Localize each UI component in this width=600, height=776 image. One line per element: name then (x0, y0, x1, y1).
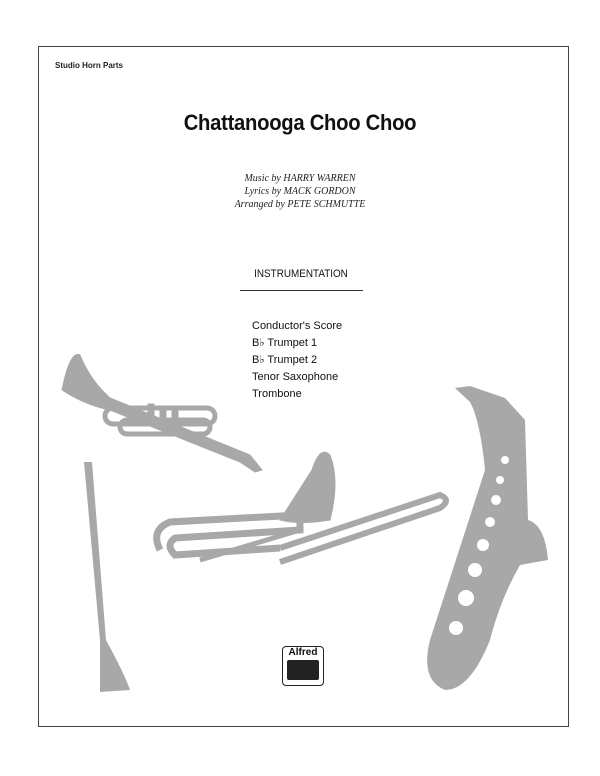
logo-mark-icon (287, 660, 319, 680)
instrument-item: Trombone (252, 388, 302, 400)
music-credit: Music by HARRY WARREN (244, 173, 356, 184)
instrument-item: Tenor Saxophone (252, 371, 339, 383)
trombone-icon (157, 452, 446, 562)
series-label: Studio Horn Parts (55, 61, 124, 70)
lyrics-credit: Lyrics by MACK GORDON (244, 186, 356, 197)
alfred-logo (282, 646, 324, 686)
saxophone-icon (427, 386, 548, 690)
instrumentation-heading: INSTRUMENTATION (254, 268, 348, 280)
arranger-credit: Arranged by PETE SCHMUTTE (234, 199, 366, 210)
instrument-item: B♭ Trumpet 1 (252, 337, 318, 349)
instrument-item: Conductor's Score (252, 320, 343, 332)
clarinet-icon (84, 462, 130, 692)
trumpet-icon (62, 354, 262, 472)
logo-text: Alfred (288, 647, 318, 658)
instrument-item: B♭ Trumpet 2 (252, 354, 318, 366)
song-title: Chattanooga Choo Choo (183, 110, 417, 135)
